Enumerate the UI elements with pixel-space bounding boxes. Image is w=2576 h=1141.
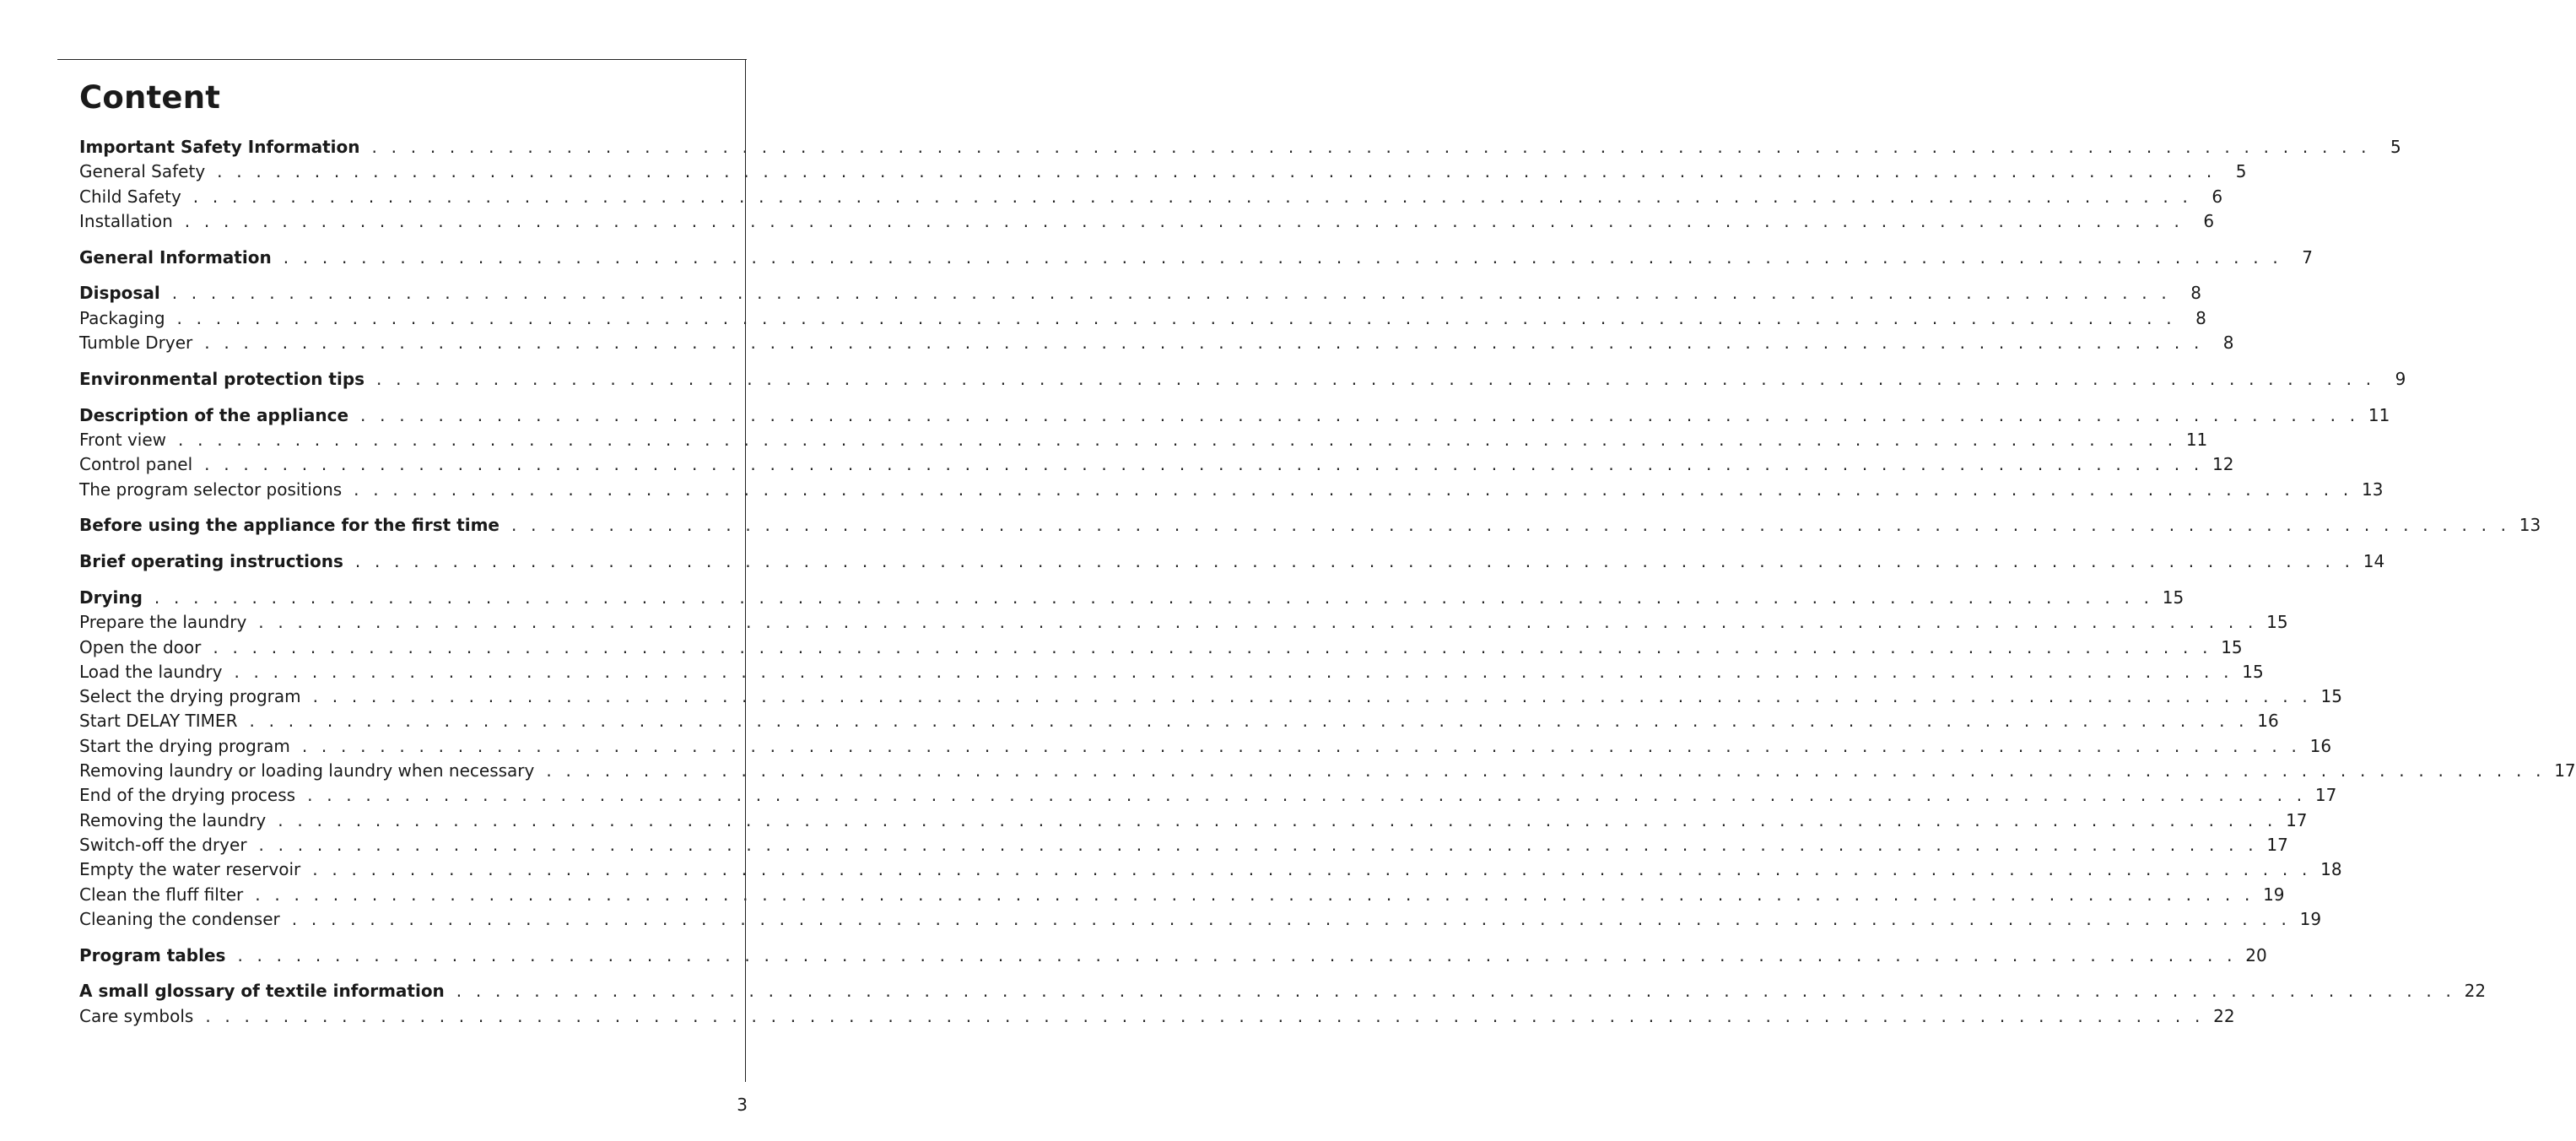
toc-item-label: Tumble Dryer bbox=[79, 333, 193, 354]
table-of-contents bbox=[79, 135, 2576, 1041]
toc-page-number: 8 bbox=[2190, 283, 2201, 304]
dot-leader: . . . . . . . . . . . . . . . . . . . . . . . . . . . . . . . . . . . . . . . . . . . . . . . . . . . . . . . . . . . . . . . . . . . . . . . . . . . . . . . . . . . . . . . . . . . . . . . . . . . . . . . bbox=[307, 785, 2307, 806]
toc-item[interactable] bbox=[79, 428, 2208, 452]
dot-leader: . . . . . . . . . . . . . . . . . . . . . . . . . . . . . . . . . . . . . . . . . . . . . . . . . . . . . . . . . . . . . . . . . . . . . . . . . . . . . . . . . . . . . . . . . . . . . . . . . . . . . . . bbox=[205, 1005, 2205, 1026]
toc-page-number: 22 bbox=[2464, 981, 2487, 1002]
toc-item[interactable] bbox=[79, 684, 2342, 709]
toc-heading-label: Description of the appliance bbox=[79, 404, 349, 425]
toc-item-label: Switch-off the dryer bbox=[79, 834, 247, 855]
toc-page-number: 12 bbox=[2211, 454, 2234, 475]
toc-heading[interactable] bbox=[79, 367, 2406, 392]
top-rule bbox=[57, 59, 747, 60]
toc-item-label: Empty the water reservoir bbox=[79, 859, 301, 880]
toc-page-number: 5 bbox=[2390, 137, 2401, 157]
toc-heading[interactable] bbox=[79, 549, 2385, 574]
toc-page-number: 20 bbox=[2245, 944, 2267, 965]
dot-leader: . . . . . . . . . . . . . . . . . . . . . . . . . . . . . . . . . . . . . . . . . . . . . . . . . . . . . . . . . . . . . . . . . . . . . . . . . . . . . . . . . . . . . . . . . . . . . . . . . . . . . . . bbox=[176, 307, 2176, 328]
dot-leader: . . . . . . . . . . . . . . . . . . . . . . . . . . . . . . . . . . . . . . . . . . . . . . . . . . . . . . . . . . . . . . . . . . . . . . . . . . . . . . . . . . . . . . . . . . . . . . . . . . . . . . . bbox=[360, 404, 2360, 425]
toc-item-label: Care symbols bbox=[79, 1005, 194, 1026]
toc-page-number: 15 bbox=[2266, 612, 2288, 633]
dot-leader: . . . . . . . . . . . . . . . . . . . . . . . . . . . . . . . . . . . . . . . . . . . . . . . . . . . . . . . . . . . . . . . . . . . . . . . . . . . . . . . . . . . . . . . . . . . . . . . . . . . . . . . bbox=[546, 760, 2546, 781]
toc-page-number: 11 bbox=[2368, 404, 2390, 425]
toc-item-label: Prepare the laundry bbox=[79, 612, 247, 633]
toc-item[interactable] bbox=[79, 1004, 2235, 1029]
dot-leader: . . . . . . . . . . . . . . . . . . . . . . . . . . . . . . . . . . . . . . . . . . . . . . . . . . . . . . . . . . . . . . . . . . . . . . . . . . . . . . . . . . . . . . . . . . . . . . . . . . . . . . . bbox=[204, 454, 2204, 475]
dot-leader: . . . . . . . . . . . . . . . . . . . . . . . . . . . . . . . . . . . . . . . . . . . . . . . . . . . . . . . . . . . . . . . . . . . . . . . . . . . . . . . . . . . . . . . . . . . . . . . . . . . . . . . bbox=[278, 809, 2277, 830]
toc-page-number: 5 bbox=[2235, 161, 2247, 182]
toc-item-label: End of the drying process bbox=[79, 785, 296, 806]
toc-page-number: 17 bbox=[2314, 785, 2337, 806]
page-title: Content bbox=[79, 79, 221, 116]
toc-heading[interactable] bbox=[79, 246, 2313, 270]
toc-page-number: 22 bbox=[2213, 1005, 2235, 1026]
dot-leader: . . . . . . . . . . . . . . . . . . . . . . . . . . . . . . . . . . . . . . . . . . . . . . . . . . . . . . . . . . . . . . . . . . . . . . . . . . . . . . . . . . . . . . . . . . . . . . . . . . . . . . . bbox=[192, 186, 2193, 207]
toc-item[interactable] bbox=[79, 331, 2234, 355]
toc-section bbox=[79, 586, 2576, 932]
toc-item[interactable] bbox=[79, 452, 2234, 477]
dot-leader: . . . . . . . . . . . . . . . . . . . . . . . . . . . . . . . . . . . . . . . . . . . . . . . . . . . . . . . . . . . . . . . . . . . . . . . . . . . . . . . . . . . . . . . . . . . . . . . . . . . . . . . bbox=[354, 551, 2355, 572]
dot-leader: . . . . . . . . . . . . . . . . . . . . . . . . . . . . . . . . . . . . . . . . . . . . . . . . . . . . . . . . . . . . . . . . . . . . . . . . . . . . . . . . . . . . . . . . . . . . . . . . . . . . . . . bbox=[249, 711, 2249, 732]
toc-page-number: 19 bbox=[2263, 884, 2285, 905]
toc-item-label: Packaging bbox=[79, 307, 165, 328]
dot-leader: . . . . . . . . . . . . . . . . . . . . . . . . . . . . . . . . . . . . . . . . . . . . . . . . . . . . . . . . . . . . . . . . . . . . . . . . . . . . . . . . . . . . . . . . . . . . . . . . . . . . . . . bbox=[301, 735, 2302, 756]
toc-item-label: The program selector positions bbox=[79, 479, 343, 500]
toc-heading[interactable] bbox=[79, 513, 2541, 538]
toc-item[interactable] bbox=[79, 907, 2322, 932]
toc-section bbox=[79, 403, 2390, 502]
toc-item[interactable] bbox=[79, 734, 2332, 759]
toc-item[interactable] bbox=[79, 857, 2342, 882]
toc-heading[interactable] bbox=[79, 979, 2487, 1003]
toc-heading-label: Brief operating instructions bbox=[79, 551, 343, 572]
toc-item[interactable] bbox=[79, 709, 2279, 733]
toc-heading-label: Before using the appliance for the first time bbox=[79, 515, 500, 536]
toc-item-label: Start DELAY TIMER bbox=[79, 711, 238, 732]
toc-item-label: Child Safety bbox=[79, 186, 181, 207]
toc-heading[interactable] bbox=[79, 135, 2401, 160]
toc-item-label: General Safety bbox=[79, 161, 206, 182]
toc-heading-label: General Information bbox=[79, 246, 272, 268]
toc-page-number: 13 bbox=[2362, 479, 2384, 500]
dot-leader: . . . . . . . . . . . . . . . . . . . . . . . . . . . . . . . . . . . . . . . . . . . . . . . . . . . . . . . . . . . . . . . . . . . . . . . . . . . . . . . . . . . . . . . . . . . . . . . . . . . . . . . bbox=[510, 515, 2511, 536]
dot-leader: . . . . . . . . . . . . . . . . . . . . . . . . . . . . . . . . . . . . . . . . . . . . . . . . . . . . . . . . . . . . . . . . . . . . . . . . . . . . . . . . . . . . . . . . . . . . . . . . . . . . . . . bbox=[354, 479, 2353, 500]
toc-heading[interactable] bbox=[79, 944, 2267, 968]
toc-item-label: Control panel bbox=[79, 454, 193, 475]
toc-page-number: 18 bbox=[2320, 859, 2342, 880]
toc-page-number: 13 bbox=[2519, 515, 2541, 536]
toc-section bbox=[79, 281, 2234, 355]
toc-page-number: 15 bbox=[2242, 661, 2264, 682]
toc-item[interactable] bbox=[79, 833, 2288, 857]
dot-leader: . . . . . . . . . . . . . . . . . . . . . . . . . . . . . . . . . . . . . . . . . . . . . . . . . . . . . . . . . . . . . . . . . . . . . . . . . . . . . . . . . . . . . . . . . . . . . . . . . . . . . . . bbox=[154, 587, 2154, 608]
toc-page-number: 14 bbox=[2363, 551, 2385, 572]
toc-item-label: Load the laundry bbox=[79, 661, 223, 682]
toc-page-number: 15 bbox=[2221, 636, 2243, 657]
toc-page-number: 19 bbox=[2299, 908, 2322, 929]
toc-page-number: 8 bbox=[2195, 307, 2206, 328]
dot-leader: . . . . . . . . . . . . . . . . . . . . . . . . . . . . . . . . . . . . . . . . . . . . . . . . . . . . . . . . . . . . . . . . . . . . . . . . . . . . . . . . . . . . . . . . . . . . . . . . . . . . . . . bbox=[456, 981, 2456, 1002]
dot-leader: . . . . . . . . . . . . . . . . . . . . . . . . . . . . . . . . . . . . . . . . . . . . . . . . . . . . . . . . . . . . . . . . . . . . . . . . . . . . . . . . . . . . . . . . . . . . . . . . . . . . . . . bbox=[258, 612, 2258, 633]
toc-heading-label: Important Safety Information bbox=[79, 137, 360, 157]
dot-leader: . . . . . . . . . . . . . . . . . . . . . . . . . . . . . . . . . . . . . . . . . . . . . . . . . . . . . . . . . . . . . . . . . . . . . . . . . . . . . . . . . . . . . . . . . . . . . . . . . . . . . . . bbox=[171, 283, 2171, 304]
dot-leader: . . . . . . . . . . . . . . . . . . . . . . . . . . . . . . . . . . . . . . . . . . . . . . . . . . . . . . . . . . . . . . . . . . . . . . . . . . . . . . . . . . . . . . . . . . . . . . . . . . . . . . . bbox=[312, 686, 2312, 707]
dot-leader: . . . . . . . . . . . . . . . . . . . . . . . . . . . . . . . . . . . . . . . . . . . . . . . . . . . . . . . . . . . . . . . . . . . . . . . . . . . . . . . . . . . . . . . . . . . . . . . . . . . . . . . bbox=[178, 429, 2178, 450]
toc-page-number: 6 bbox=[2211, 186, 2223, 207]
toc-heading[interactable] bbox=[79, 586, 2184, 610]
toc-heading-label: Program tables bbox=[79, 944, 226, 965]
toc-item[interactable] bbox=[79, 808, 2308, 833]
dot-leader: . . . . . . . . . . . . . . . . . . . . . . . . . . . . . . . . . . . . . . . . . . . . . . . . . . . . . . . . . . . . . . . . . . . . . . . . . . . . . . . . . . . . . . . . . . . . . . . . . . . . . . . bbox=[312, 859, 2312, 880]
toc-section bbox=[79, 513, 2541, 538]
toc-section bbox=[79, 979, 2487, 1029]
toc-section bbox=[79, 246, 2313, 270]
toc-page-number: 8 bbox=[2222, 333, 2234, 354]
toc-item[interactable] bbox=[79, 635, 2243, 660]
toc-heading-label: Disposal bbox=[79, 283, 160, 304]
dot-leader: . . . . . . . . . . . . . . . . . . . . . . . . . . . . . . . . . . . . . . . . . . . . . . . . . . . . . . . . . . . . . . . . . . . . . . . . . . . . . . . . . . . . . . . . . . . . . . . . . . . . . . . bbox=[217, 161, 2217, 182]
toc-section bbox=[79, 367, 2406, 392]
toc-page-number: 7 bbox=[2302, 246, 2313, 268]
dot-leader: . . . . . . . . . . . . . . . . . . . . . . . . . . . . . . . . . . . . . . . . . . . . . . . . . . . . . . . . . . . . . . . . . . . . . . . . . . . . . . . . . . . . . . . . . . . . . . . . . . . . . . . bbox=[184, 210, 2184, 231]
toc-page-number: 16 bbox=[2257, 711, 2279, 732]
dot-leader: . . . . . . . . . . . . . . . . . . . . . . . . . . . . . . . . . . . . . . . . . . . . . . . . . . . . . . . . . . . . . . . . . . . . . . . . . . . . . . . . . . . . . . . . . . . . . . . . . . . . . . . bbox=[234, 661, 2233, 682]
toc-item-label: Installation bbox=[79, 210, 173, 231]
toc-item[interactable] bbox=[79, 209, 2215, 234]
toc-item-label: Cleaning the condenser bbox=[79, 908, 280, 929]
toc-item[interactable] bbox=[79, 783, 2337, 808]
toc-page-number: 17 bbox=[2266, 834, 2288, 855]
dot-leader: . . . . . . . . . . . . . . . . . . . . . . . . . . . . . . . . . . . . . . . . . . . . . . . . . . . . . . . . . . . . . . . . . . . . . . . . . . . . . . . . . . . . . . . . . . . . . . . . . . . . . . . bbox=[204, 333, 2204, 354]
toc-page-number: 17 bbox=[2554, 760, 2576, 781]
toc-page-number: 6 bbox=[2203, 210, 2215, 231]
toc-item-label: Clean the fluff filter bbox=[79, 884, 244, 905]
toc-item[interactable] bbox=[79, 610, 2288, 635]
dot-leader: . . . . . . . . . . . . . . . . . . . . . . . . . . . . . . . . . . . . . . . . . . . . . . . . . . . . . . . . . . . . . . . . . . . . . . . . . . . . . . . . . . . . . . . . . . . . . . . . . . . . . . . bbox=[371, 137, 2371, 157]
toc-item[interactable] bbox=[79, 185, 2223, 209]
toc-item-label: Removing the laundry bbox=[79, 809, 267, 830]
toc-page-number: 15 bbox=[2320, 686, 2342, 707]
toc-heading[interactable] bbox=[79, 281, 2201, 306]
toc-section bbox=[79, 944, 2267, 968]
toc-item-label: Open the door bbox=[79, 636, 202, 657]
toc-item[interactable] bbox=[79, 160, 2247, 184]
toc-item[interactable] bbox=[79, 306, 2206, 331]
toc-item[interactable] bbox=[79, 660, 2264, 684]
toc-heading-label: Drying bbox=[79, 587, 143, 608]
toc-page-number: 11 bbox=[2185, 429, 2208, 450]
toc-item-label: Select the drying program bbox=[79, 686, 301, 707]
toc-page-number: 15 bbox=[2162, 587, 2184, 608]
dot-leader: . . . . . . . . . . . . . . . . . . . . . . . . . . . . . . . . . . . . . . . . . . . . . . . . . . . . . . . . . . . . . . . . . . . . . . . . . . . . . . . . . . . . . . . . . . . . . . . . . . . . . . . bbox=[258, 834, 2258, 855]
dot-leader: . . . . . . . . . . . . . . . . . . . . . . . . . . . . . . . . . . . . . . . . . . . . . . . . . . . . . . . . . . . . . . . . . . . . . . . . . . . . . . . . . . . . . . . . . . . . . . . . . . . . . . . bbox=[291, 908, 2292, 929]
page-number: 3 bbox=[737, 1095, 748, 1115]
toc-item[interactable] bbox=[79, 478, 2384, 502]
toc-item[interactable] bbox=[79, 759, 2576, 783]
toc-heading-label: A small glossary of textile information bbox=[79, 981, 445, 1002]
dot-leader: . . . . . . . . . . . . . . . . . . . . . . . . . . . . . . . . . . . . . . . . . . . . . . . . . . . . . . . . . . . . . . . . . . . . . . . . . . . . . . . . . . . . . . . . . . . . . . . . . . . . . . . bbox=[255, 884, 2255, 905]
dot-leader: . . . . . . . . . . . . . . . . . . . . . . . . . . . . . . . . . . . . . . . . . . . . . . . . . . . . . . . . . . . . . . . . . . . . . . . . . . . . . . . . . . . . . . . . . . . . . . . . . . . . . . . bbox=[283, 246, 2282, 268]
toc-item-label: Start the drying program bbox=[79, 735, 290, 756]
toc-page-number: 17 bbox=[2286, 809, 2308, 830]
toc-page-number: 16 bbox=[2309, 735, 2332, 756]
toc-heading[interactable] bbox=[79, 403, 2390, 428]
dot-leader: . . . . . . . . . . . . . . . . . . . . . . . . . . . . . . . . . . . . . . . . . . . . . . . . . . . . . . . . . . . . . . . . . . . . . . . . . . . . . . . . . . . . . . . . . . . . . . . . . . . . . . . bbox=[237, 944, 2237, 965]
toc-item[interactable] bbox=[79, 883, 2285, 907]
toc-item-label: Removing laundry or loading laundry when necessary bbox=[79, 760, 535, 781]
toc-section bbox=[79, 135, 2401, 234]
toc-item-label: Front view bbox=[79, 429, 166, 450]
toc-section bbox=[79, 549, 2385, 574]
toc-heading-label: Environmental protection tips bbox=[79, 368, 365, 389]
toc-page-number: 9 bbox=[2395, 368, 2406, 389]
dot-leader: . . . . . . . . . . . . . . . . . . . . . . . . . . . . . . . . . . . . . . . . . . . . . . . . . . . . . . . . . . . . . . . . . . . . . . . . . . . . . . . . . . . . . . . . . . . . . . . . . . . . . . . bbox=[376, 368, 2376, 389]
dot-leader: . . . . . . . . . . . . . . . . . . . . . . . . . . . . . . . . . . . . . . . . . . . . . . . . . . . . . . . . . . . . . . . . . . . . . . . . . . . . . . . . . . . . . . . . . . . . . . . . . . . . . . . bbox=[213, 636, 2212, 657]
